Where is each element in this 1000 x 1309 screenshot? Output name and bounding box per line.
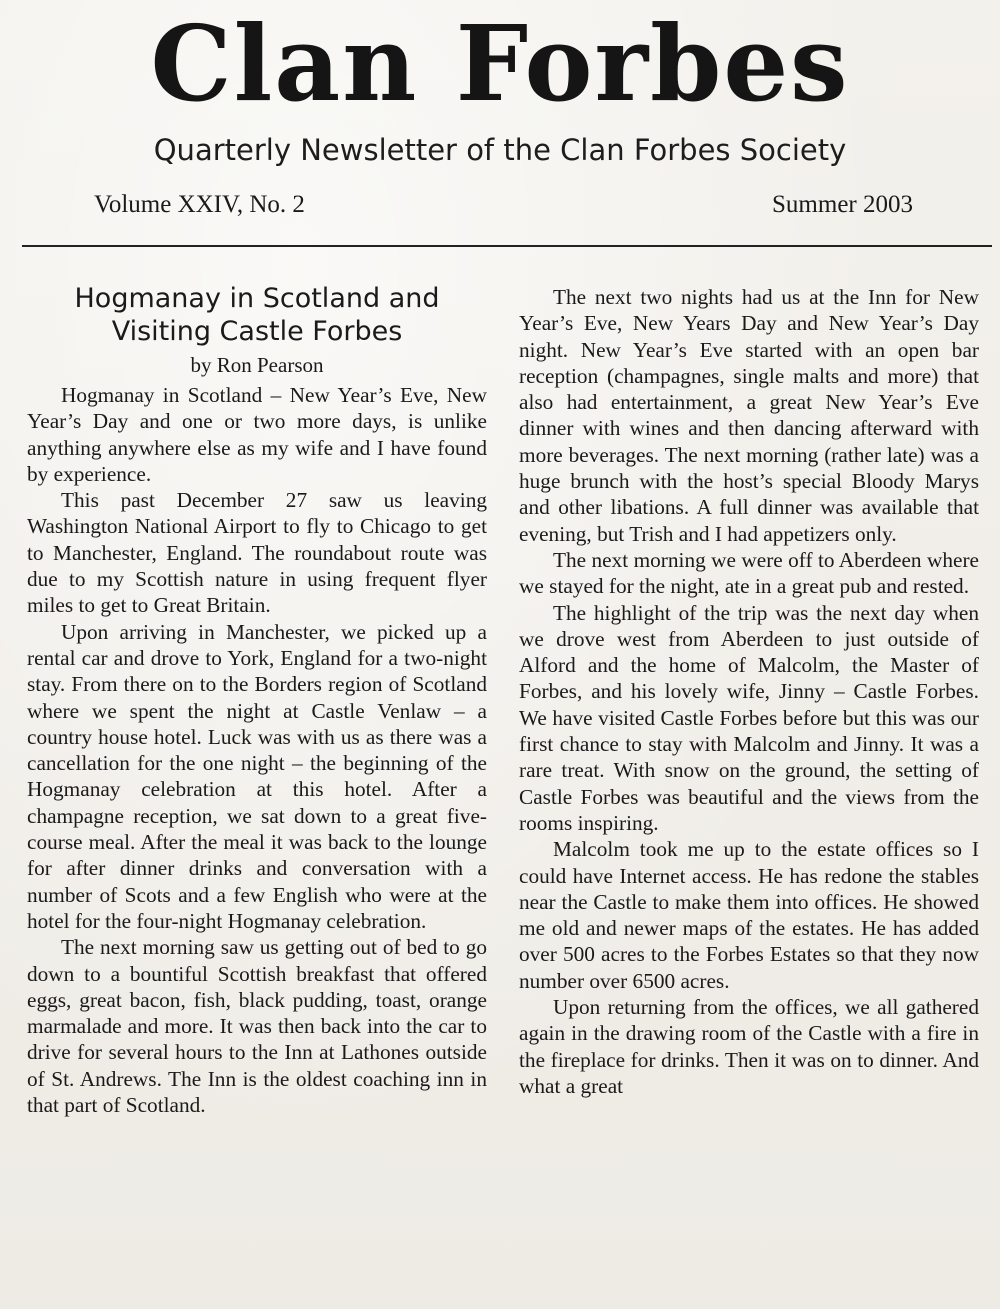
paragraph: This past December 27 saw us leaving Washington National Airport to fly to Chicago to get to Manchester, England. The roundabout route was due to my Scottish nature in using frequent flyer miles to get to Great Britain. (27, 488, 487, 618)
newsletter-title: Clan Forbes (150, 2, 850, 125)
paragraph: Upon arriving in Manchester, we picked up a rental car and drove to York, England for a two-night stay. From there on to the Borders region of Scotland where we spent the night at Castle Venlaw – a country house hotel. Luck was with us as there was a cancellation for the one night – the beginning of the Hogmanay celebration at this hotel. After a champagne reception, we sat down to a great five-course meal. After the meal it was back to the lounge for after dinner drinks and conversation with a number of Scots and a few English who were at the hotel for the four-night Hogmanay celebration. (27, 619, 487, 933)
article-byline: by Ron Pearson (190, 353, 324, 377)
masthead-divider (22, 245, 992, 247)
paragraph: The next morning we were off to Aberdeen where we stayed for the night, ate in a great pub and rested. (519, 547, 979, 599)
paragraph: Upon returning from the offices, we all gathered again in the drawing room of the Castle with a fire in the fireplace for drinks. Then it was on to dinner. And what a great (519, 995, 979, 1098)
article-headline: Hogmanay in Scotland and Visiting Castle Forbes (74, 283, 440, 347)
article-column-left (27, 282, 487, 1118)
volume-number: Volume XXIV, No. 2 (94, 191, 305, 218)
paragraph: The next morning saw us getting out of bed to go down to a bountiful Scottish breakfast that offered eggs, great bacon, fish, black pudding, toast, orange marmalade and more. It was then back into the car to drive for several hours to the Inn at Lathones outside of St. Andrews. The Inn is the oldest coaching inn in that part of Scotland. (27, 935, 487, 1118)
issue-season: Summer 2003 (772, 191, 913, 218)
article-column-right (519, 284, 979, 1099)
paragraph: The next two nights had us at the Inn for New Year’s Eve, New Years Day and New Year’s Day night. New Year’s Eve started with an open bar reception (champagnes, single malts and more) that also had entertainment, a great New Year’s Eve dinner with wines and then dancing afterward with more beverages. The next morning (rather late) was a huge brunch with the host’s special Bloody Marys and other libations. A full dinner was available that evening, but Trish and I had appetizers only. (519, 285, 979, 546)
paragraph: Malcolm took me up to the estate offices so I could have Internet access. He has redone the stables near the Castle to make them into offices. He showed me old and newer maps of the estates. He has added over 500 acres to the Forbes Estates so that they now number over 6500 acres. (519, 837, 979, 993)
paragraph: The highlight of the trip was the next day when we drove west from Aberdeen to just outside of Alford and the home of Malcolm, the Master of Forbes, and his lovely wife, Jinny – Castle Forbes. We have visited Castle Forbes before but this was our first chance to stay with Malcolm and Jinny. It was a rare treat. With snow on the ground, the setting of Castle Forbes was beautiful and the views from the rooms inspiring. (519, 600, 979, 835)
newsletter-subtitle: Quarterly Newsletter of the Clan Forbes Society (153, 133, 847, 167)
paragraph: Hogmanay in Scotland – New Year’s Eve, New Year’s Day and one or two more days, is unlike anything anywhere else as my wife and I have found by experience. (27, 383, 487, 486)
